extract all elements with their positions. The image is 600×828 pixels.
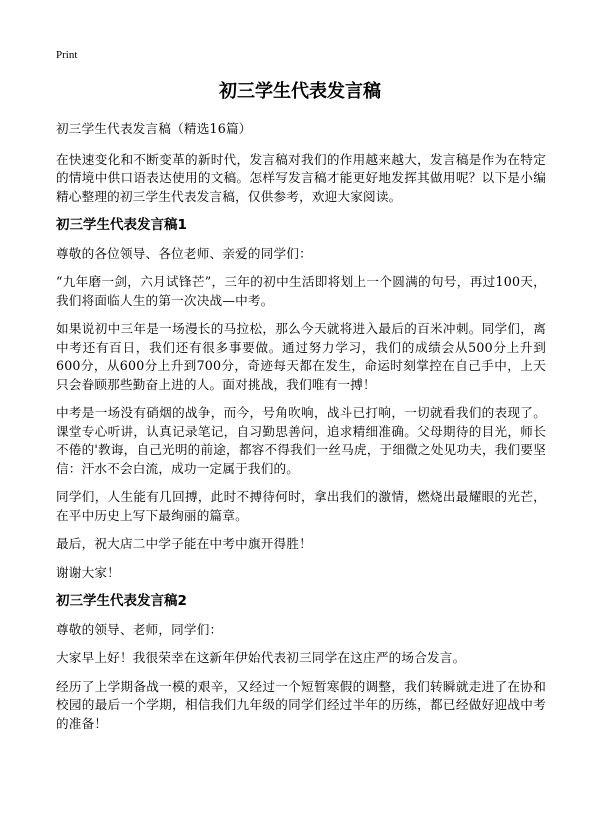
section-1-paragraph-7: 谢谢大家！ [56, 564, 120, 580]
section-1-paragraph-6: 最后，祝大店二中学子能在中考中旗开得胜！ [56, 536, 312, 551]
section-2-paragraph-2: 大家早上好！我很荣幸在这新年伊始代表初三同学在这庄严的场合发言。 [56, 650, 466, 665]
section-2-paragraph-3: 经历了上学期备战一模的艰辛，又经过一个短暂寒假的调整，我们转瞬就走进了在协和校园的最后一个学期，相信我们九年级的同学们经过半年的历练，都已经做好迎战中考的准备！ [56, 678, 546, 731]
section-1-paragraph-3: 如果说初中三年是一场漫长的马拉松，那么今天就将进入最后的百米冲刺。同学们，离中考还有百日，我们还有很多事要做。通过努力学习，我们的成绩会从500分上升到600分，从600分上升到700分，奇迹每天都在发生，命运时刻掌控在自己手中，上天只会眷顾那些勤奋上进的人。面对挑战，我们唯有一搏！ [56, 321, 546, 392]
section-1-paragraph-4: 中考是一场没有硝烟的战争，而今，号角吹响，战斗已打响，一切就看我们的表现了。课堂专心听讲，认真记录笔记，自习勤思善问，追求精细准确。父母期待的目光，师长不倦的'教诲，自己光明的前途，都容不得我们一丝马虎，于细微之处见功夫，我们要坚信：汗水不会白流，成功一定属于我们的。 [56, 405, 546, 476]
intro-paragraph: 在快速变化和不断变革的新时代，发言稿对我们的作用越来越大，发言稿是作为在特定的情境中供口语表达使用的文稿。怎样写发言稿才能更好地发挥其做用呢？以下是小编精心整理的初三学生代表发言稿，仅供参考，欢迎大家阅读。 [56, 151, 546, 204]
document-subtitle: 初三学生代表发言稿（精选16篇） [56, 121, 252, 136]
document-body [56, 120, 546, 743]
section-heading-1: 初三学生代表发言稿1 [56, 217, 187, 233]
section-heading-2: 初三学生代表发言稿2 [56, 593, 187, 609]
section-1-paragraph-1: 尊敬的各位领导、各位老师、亲爱的同学们： [56, 245, 312, 261]
section-2-paragraph-1: 尊敬的领导、老师，同学们： [56, 621, 223, 637]
section-1-paragraph-5: 同学们，人生能有几回搏，此时不搏待何时，拿出我们的激情，燃烧出最耀眼的光芒，在平中历史上写下最绚丽的篇章。 [56, 489, 546, 523]
print-link[interactable]: Print [56, 49, 78, 61]
section-1-paragraph-2: “九年磨一剑，六月试锋芒”，三年的初中生活即将划上一个圆满的句号，再过100天，我们将面临人生的第一次决战—中考。 [56, 274, 546, 308]
document-title: 初三学生代表发言稿 [219, 81, 381, 102]
